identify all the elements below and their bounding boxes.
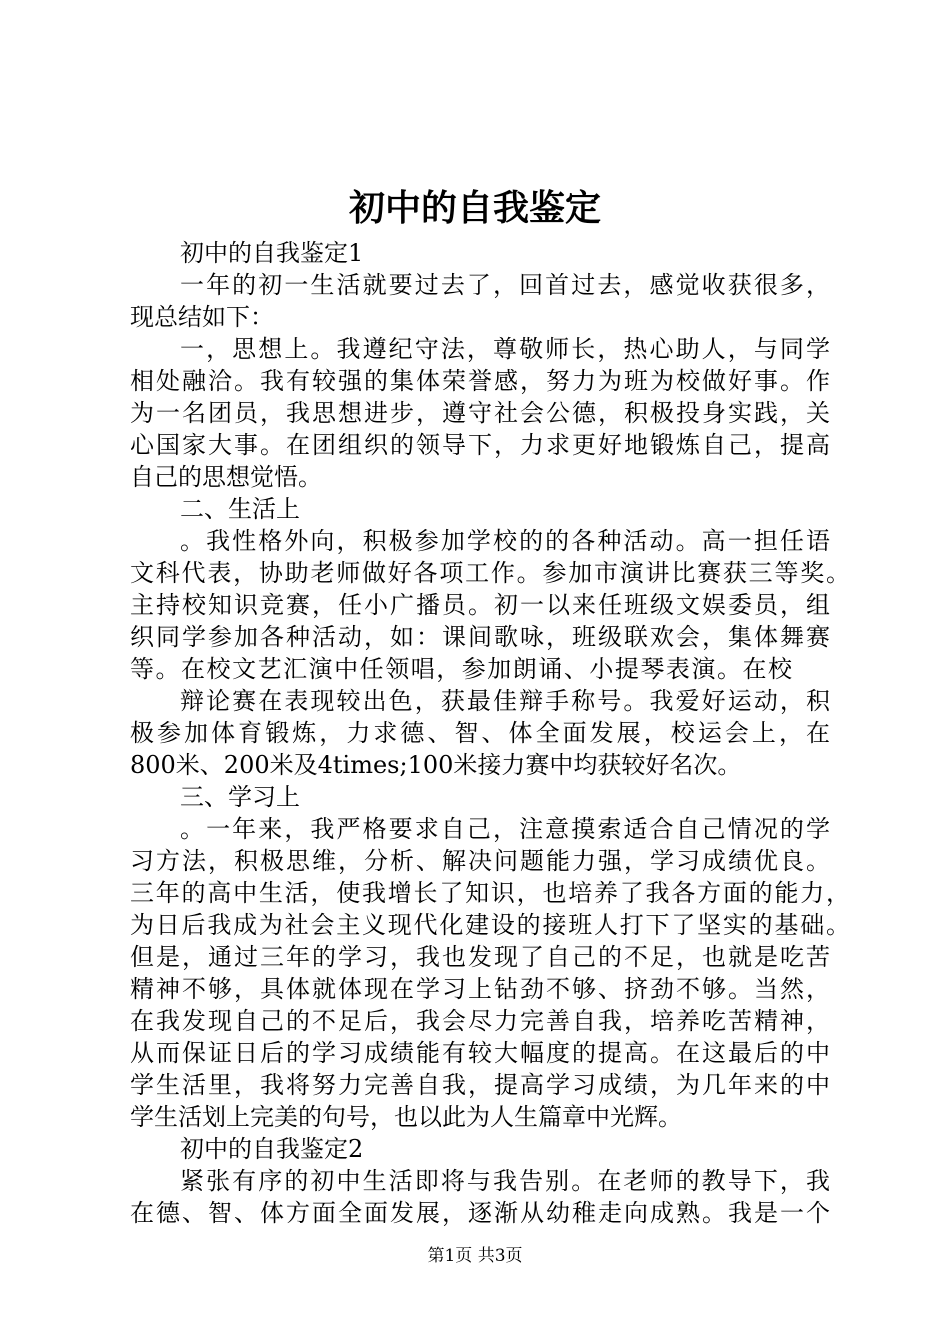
- body-line: 心国家大事。在团组织的领导下，力求更好地锻炼自己，提高: [130, 431, 830, 459]
- body-line: 。一年来，我严格要求自己，注意摸索适合自己情况的学: [180, 815, 830, 843]
- body-line: 一，思想上。我遵纪守法，尊敬师长，热心助人，与同学: [180, 335, 830, 363]
- body-line: 学生活划上完美的句号，也以此为人生篇章中光辉。: [130, 1103, 682, 1131]
- document-title: 初中的自我鉴定: [348, 187, 601, 229]
- body-line: 学生活里，我将努力完善自我，提高学习成绩，为几年来的中: [130, 1071, 830, 1099]
- body-line: 习方法，积极思维，分析、解决问题能力强，学习成绩优良。: [130, 847, 830, 875]
- body-line: 一年的初一生活就要过去了，回首过去，感觉收获很多，: [180, 271, 830, 299]
- body-line: 精神不够，具体就体现在学习上钻劲不够、挤劲不够。当然，: [130, 975, 830, 1003]
- body-line: 为日后我成为社会主义现代化建设的接班人打下了坚实的基础。: [130, 911, 850, 939]
- body-line: 为一名团员，我思想进步，遵守社会公德，积极投身实践，关: [130, 399, 830, 427]
- body-line: 在我发现自己的不足后，我会尽力完善自我，培养吃苦精神，: [130, 1007, 830, 1035]
- body-line: 三年的高中生活，使我增长了知识，也培养了我各方面的能力，: [130, 879, 850, 907]
- body-line: 等。在校文艺汇演中任领唱，参加朗诵、小提琴表演。在校: [130, 655, 792, 683]
- body-line: 辩论赛在表现较出色，获最佳辩手称号。我爱好运动，积: [180, 687, 830, 715]
- body-line: 现总结如下：: [130, 303, 274, 331]
- body-line: 从而保证日后的学习成绩能有较大幅度的提高。在这最后的中: [130, 1039, 830, 1067]
- subsection-heading: 二、生活上: [180, 495, 300, 523]
- body-line: 但是，通过三年的学习，我也发现了自己的不足，也就是吃苦: [130, 943, 830, 971]
- page-footer: 第1页 共3页: [427, 1246, 523, 1266]
- body-line: 800米、200米及4times;100米接力赛中均获较好名次。: [130, 751, 742, 779]
- body-line: 主持校知识竞赛，任小广播员。初一以来任班级文娱委员，组: [130, 591, 830, 619]
- body-line: 文科代表，协助老师做好各项工作。参加市演讲比赛获三等奖。: [130, 559, 850, 587]
- body-line: 在德、智、体方面全面发展，逐渐从幼稚走向成熟。我是一个: [130, 1199, 830, 1227]
- subsection-heading: 三、学习上: [180, 783, 300, 811]
- body-line: 织同学参加各种活动，如：课间歌咏，班级联欢会，集体舞赛: [130, 623, 830, 651]
- section-heading-1: 初中的自我鉴定1: [180, 239, 364, 267]
- body-line: 自己的思想觉悟。: [130, 463, 322, 491]
- body-line: 。我性格外向，积极参加学校的的各种活动。高一担任语: [180, 527, 830, 555]
- body-line: 相处融洽。我有较强的集体荣誉感，努力为班为校做好事。作: [130, 367, 830, 395]
- section-heading-2: 初中的自我鉴定2: [180, 1135, 364, 1163]
- body-line: 紧张有序的初中生活即将与我告别。在老师的教导下，我: [180, 1167, 830, 1195]
- body-line: 极参加体育锻炼，力求德、智、体全面发展，校运会上，在: [130, 719, 830, 747]
